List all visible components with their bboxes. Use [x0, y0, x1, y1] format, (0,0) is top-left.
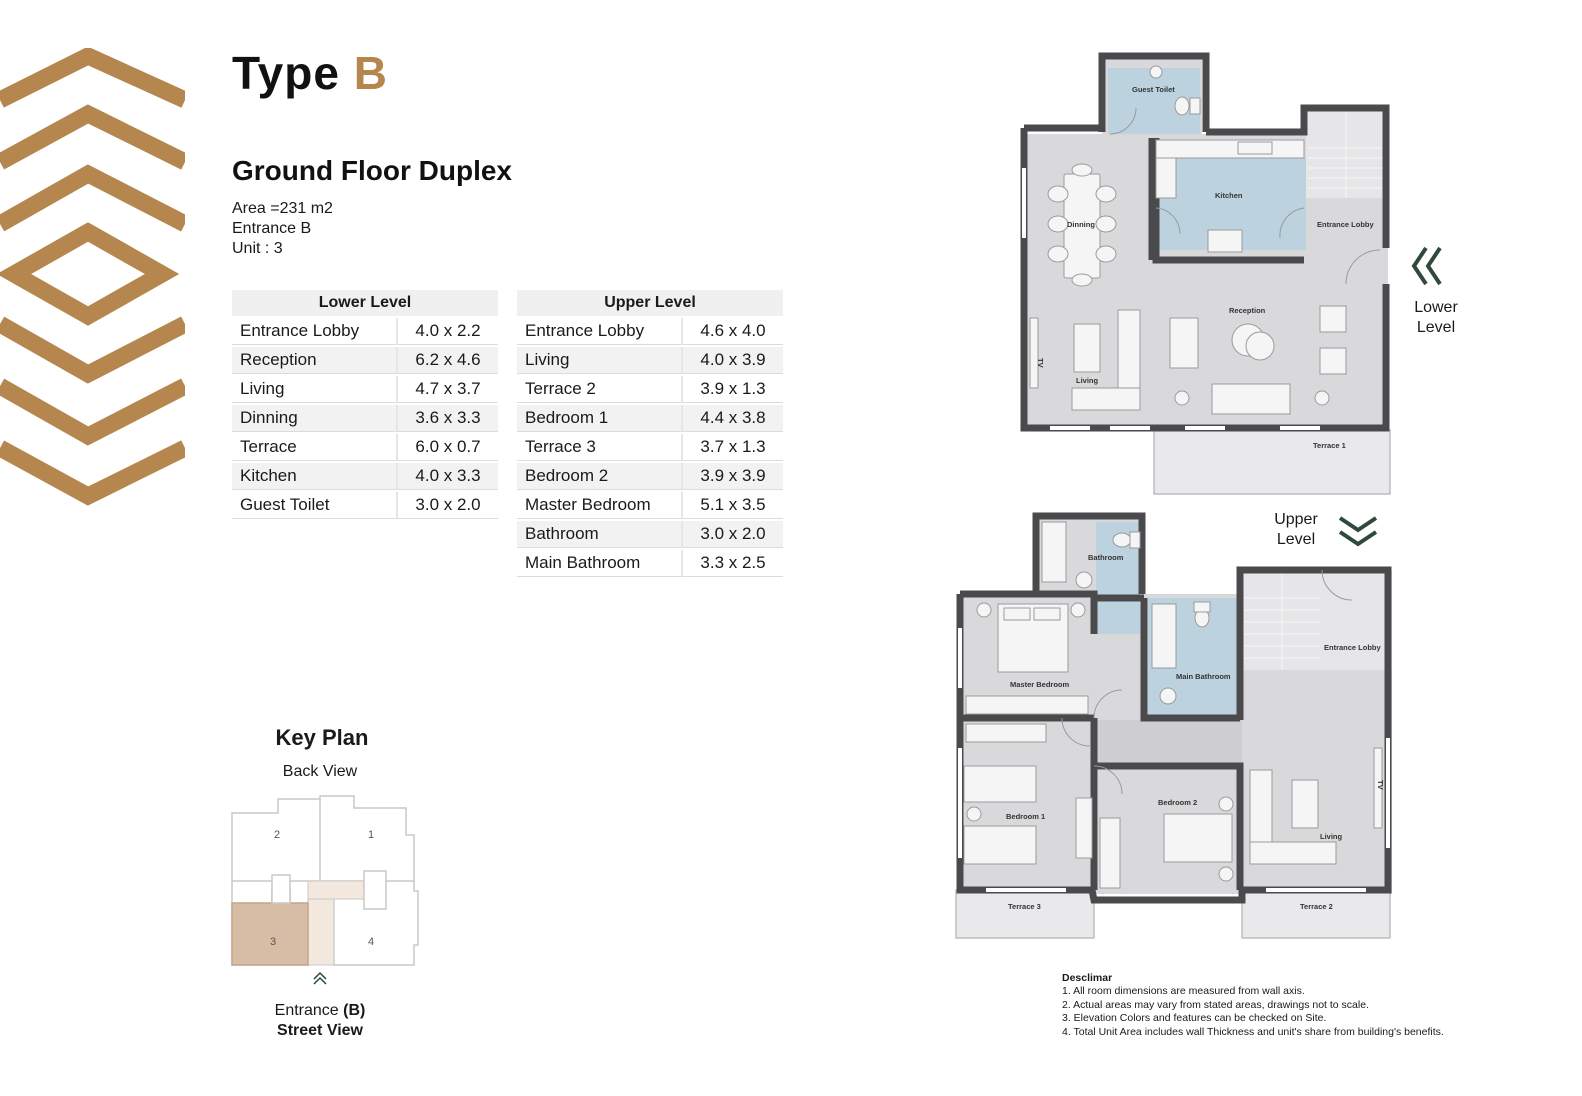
- table-row: [517, 434, 783, 461]
- room-name-cell: Living: [517, 347, 681, 374]
- key-plan-back-view: Back View: [282, 763, 358, 780]
- room-dimension-cell: 6.2 x 4.6: [396, 347, 498, 374]
- table-row: [517, 347, 783, 374]
- key-plan-unit-1: 1: [368, 829, 375, 841]
- table-row: [517, 550, 783, 577]
- brand-chevron-pattern: [0, 48, 185, 508]
- terrace-2-area: [1242, 890, 1390, 938]
- plan-label-kitchen: Kitchen: [1215, 191, 1243, 200]
- disclaimer-item: 4. Total Unit Area includes wall Thickness and unit's share from building's benefits.: [1062, 1025, 1444, 1038]
- table-row: [232, 347, 498, 374]
- room-dimension-cell: 4.0 x 2.2: [396, 318, 498, 345]
- table-row: [517, 463, 783, 490]
- plan-label-bedroom-2: Bedroom 2: [1158, 798, 1198, 807]
- table-row: [517, 405, 783, 432]
- room-name-cell: Entrance Lobby: [517, 318, 681, 345]
- room-dimension-cell: 4.0 x 3.9: [681, 347, 783, 374]
- disclaimer-item: 2. Actual areas may vary from stated areas, drawings not to scale.: [1062, 998, 1369, 1011]
- room-name-cell: Dinning: [232, 405, 396, 432]
- plan-label-master-bedroom: Master Bedroom: [1010, 680, 1070, 689]
- lower-level-title: Lower Level: [232, 290, 498, 316]
- room-dimension-cell: 4.6 x 4.0: [681, 318, 783, 345]
- terrace-3-area: [956, 890, 1094, 938]
- plan-label-terrace-2: Terrace 2: [1300, 902, 1333, 911]
- table-row: [232, 492, 498, 519]
- room-name-cell: Terrace 3: [517, 434, 681, 461]
- table-row: [232, 434, 498, 461]
- upper-level-label-1: Upper: [1274, 511, 1318, 528]
- room-name-cell: Reception: [232, 347, 396, 374]
- upper-level-floor-plan: [946, 508, 1398, 942]
- room-dimension-cell: 3.9 x 1.3: [681, 376, 783, 403]
- room-dimension-cell: 3.0 x 2.0: [396, 492, 498, 519]
- plan-label-terrace-3: Terrace 3: [1008, 902, 1041, 911]
- lower-level-arrow-icon: [1408, 244, 1448, 288]
- disclaimer-item: 1. All room dimensions are measured from wall axis.: [1062, 985, 1305, 998]
- plan-label-entrance-lobby-upper: Entrance Lobby: [1324, 643, 1381, 652]
- plan-label-bedroom-1: Bedroom 1: [1006, 812, 1046, 821]
- area-text: Area =231 m2: [232, 200, 333, 217]
- plan-label-living-upper: Living: [1320, 832, 1343, 841]
- lower-level-label: [1400, 298, 1472, 338]
- plan-label-living-lower: Living: [1076, 376, 1099, 385]
- entrance-text: Entrance B: [232, 220, 312, 237]
- disclaimer-item: 3. Elevation Colors and features can be checked on Site.: [1062, 1012, 1327, 1025]
- room-dimension-cell: 6.0 x 0.7: [396, 434, 498, 461]
- lower-level-label-1: Lower: [1414, 299, 1458, 316]
- upper-level-table: [517, 288, 783, 579]
- table-row: [517, 521, 783, 548]
- plan-label-terrace-1: Terrace 1: [1313, 441, 1346, 450]
- table-row: [517, 318, 783, 345]
- key-plan-street-view: Street View: [277, 1022, 363, 1039]
- lower-level-floor-plan: [1010, 48, 1400, 500]
- room-name-cell: Terrace 2: [517, 376, 681, 403]
- lower-level-rows: [232, 318, 498, 519]
- plan-label-tv-lower: TV: [1036, 358, 1045, 368]
- page-title: [232, 46, 388, 100]
- plan-label-bathroom: Bathroom: [1088, 553, 1124, 562]
- key-plan-title: Key Plan: [275, 725, 369, 750]
- table-row: [232, 376, 498, 403]
- room-name-cell: Bedroom 2: [517, 463, 681, 490]
- table-row: [517, 376, 783, 403]
- room-dimension-cell: 3.0 x 2.0: [681, 521, 783, 548]
- table-row: [232, 405, 498, 432]
- key-plan-unit-4: 4: [368, 936, 375, 948]
- plan-label-main-bathroom: Main Bathroom: [1176, 672, 1231, 681]
- room-name-cell: Entrance Lobby: [232, 318, 396, 345]
- key-plan-entrance: [232, 1002, 408, 1020]
- room-dimension-cell: 3.9 x 3.9: [681, 463, 783, 490]
- terrace-area: [1154, 430, 1390, 494]
- room-dimension-cell: 3.7 x 1.3: [681, 434, 783, 461]
- key-plan-diagram: [228, 795, 422, 989]
- upper-level-rows: [517, 318, 783, 577]
- unit-info: [232, 199, 333, 259]
- title-type-letter: B: [353, 47, 388, 99]
- key-plan-unit-2: 2: [274, 829, 281, 841]
- plan-label-reception: Reception: [1229, 306, 1266, 315]
- lower-level-table: [232, 288, 498, 521]
- unit-text: Unit : 3: [232, 240, 283, 257]
- plan-label-tv-upper: TV: [1376, 780, 1385, 790]
- room-dimension-cell: 4.0 x 3.3: [396, 463, 498, 490]
- disclaimer-title: Desclimar: [1062, 972, 1113, 984]
- room-name-cell: Main Bathroom: [517, 550, 681, 577]
- room-name-cell: Kitchen: [232, 463, 396, 490]
- room-name-cell: Living: [232, 376, 396, 403]
- room-name-cell: Bathroom: [517, 521, 681, 548]
- table-row: [517, 492, 783, 519]
- table-row: [232, 463, 498, 490]
- key-plan-entrance-prefix: Entrance: [274, 1002, 339, 1019]
- key-plan-entrance-letter: (B): [343, 1002, 366, 1019]
- room-name-cell: Bedroom 1: [517, 405, 681, 432]
- room-dimension-cell: 4.7 x 3.7: [396, 376, 498, 403]
- room-dimension-cell: 5.1 x 3.5: [681, 492, 783, 519]
- room-name-cell: Master Bedroom: [517, 492, 681, 519]
- room-dimension-cell: 3.6 x 3.3: [396, 405, 498, 432]
- page-subtitle: Ground Floor Duplex: [232, 155, 512, 186]
- disclaimer: [1062, 972, 1444, 1039]
- key-plan-unit-3: 3: [270, 936, 277, 948]
- plan-label-guest-toilet: Guest Toilet: [1132, 85, 1175, 94]
- table-row: [232, 318, 498, 345]
- upper-level-title: Upper Level: [517, 290, 783, 316]
- key-plan-entrance-arrow-icon: [314, 973, 326, 984]
- upper-level-label-2: Level: [1276, 531, 1316, 548]
- room-name-cell: Guest Toilet: [232, 492, 396, 519]
- room-name-cell: Terrace: [232, 434, 396, 461]
- plan-label-dinning: Dinning: [1067, 220, 1095, 229]
- plan-label-entrance-lobby-lower: Entrance Lobby: [1317, 220, 1374, 229]
- title-type-word: Type: [232, 47, 340, 99]
- room-dimension-cell: 4.4 x 3.8: [681, 405, 783, 432]
- room-dimension-cell: 3.3 x 2.5: [681, 550, 783, 577]
- lower-level-label-2: Level: [1416, 319, 1456, 336]
